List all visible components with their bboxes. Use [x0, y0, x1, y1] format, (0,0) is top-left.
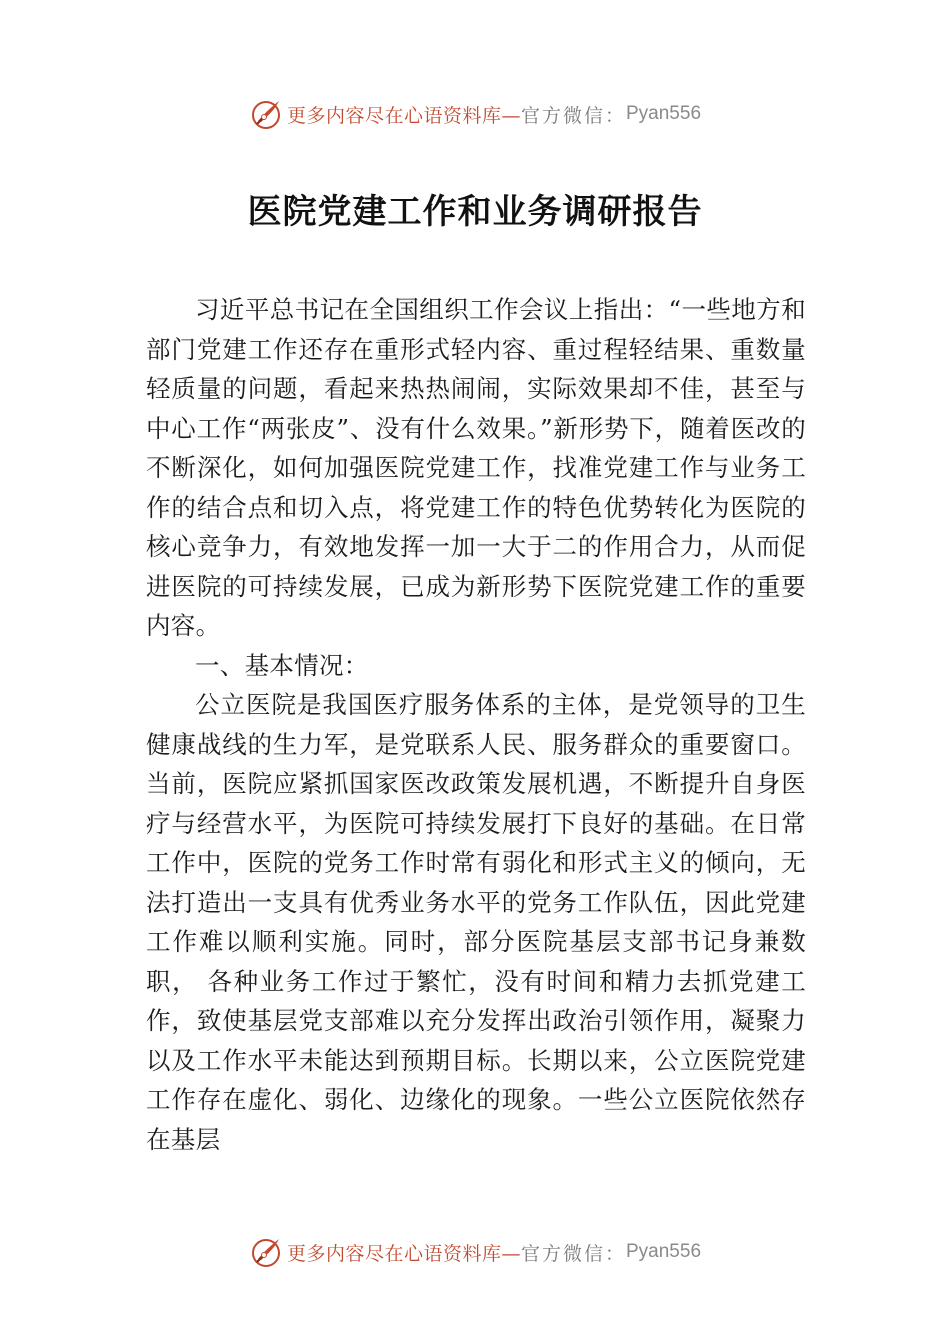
wechat-label: 官方微信： — [520, 1242, 626, 1265]
footer-banner — [0, 1232, 950, 1272]
promo-text: 更多内容尽在心语资料库— — [286, 104, 521, 127]
wechat-id: Pyan556 — [626, 103, 702, 124]
quill-logo-icon — [249, 97, 283, 131]
intro-paragraph: 习近平总书记在全国组织工作会议上指出：“一些地方和部门党建工作还存在重形式轻内容、重过程轻结果、重数量轻质量的问题，看起来热热闹闹，实际效果却不佳，甚至与中心工作“两张皮”、没有什么效果。”新形势下，随着医改的不断深化，如何加强医院党建工作，找准党建工作与业务工作的结合点和切入点，将党建工作的特色优势转化为医院的核心竞争力，有效地发挥一加一大于二的作用合力，从而促进医院的可持续发展，已成为新形势下医院党建工作的重要内容。 — [146, 295, 806, 640]
document-body — [146, 290, 806, 1159]
quill-logo-icon — [249, 1235, 283, 1269]
body-paragraph: 公立医院是我国医疗服务体系的主体，是党领导的卫生健康战线的生力军，是党联系人民、服务群众的重要窗口。 当前，医院应紧抓国家医改政策发展机遇，不断提升自身医疗与经营水平，为医院可持续发展打下良好的基础。在日常工作中，医院的党务工作时常有弱化和形式主义的倾向，无法打造出一支具有优秀业务水平的党务工作队伍，因此党建工作难以顺利实施。同时，部分医院基层支部书记身兼数职， 各种业务工作过于繁忙，没有时间和精力去抓党建工作，致使基层党支部难以充分发挥出政治引领作用，凝聚力以及工作水平未能达到预期目标。长期以来，公立医院党建工作存在虚化、弱化、边缘化的现象。一些公立医院依然存在基层 — [146, 690, 806, 1154]
header-banner — [0, 94, 950, 134]
document-title: 医院党建工作和业务调研报告 — [247, 192, 703, 232]
promo-text: 更多内容尽在心语资料库— — [286, 1242, 521, 1265]
section-heading: 一、基本情况： — [195, 650, 369, 680]
wechat-id: Pyan556 — [626, 1241, 702, 1262]
wechat-label: 官方微信： — [520, 104, 626, 127]
